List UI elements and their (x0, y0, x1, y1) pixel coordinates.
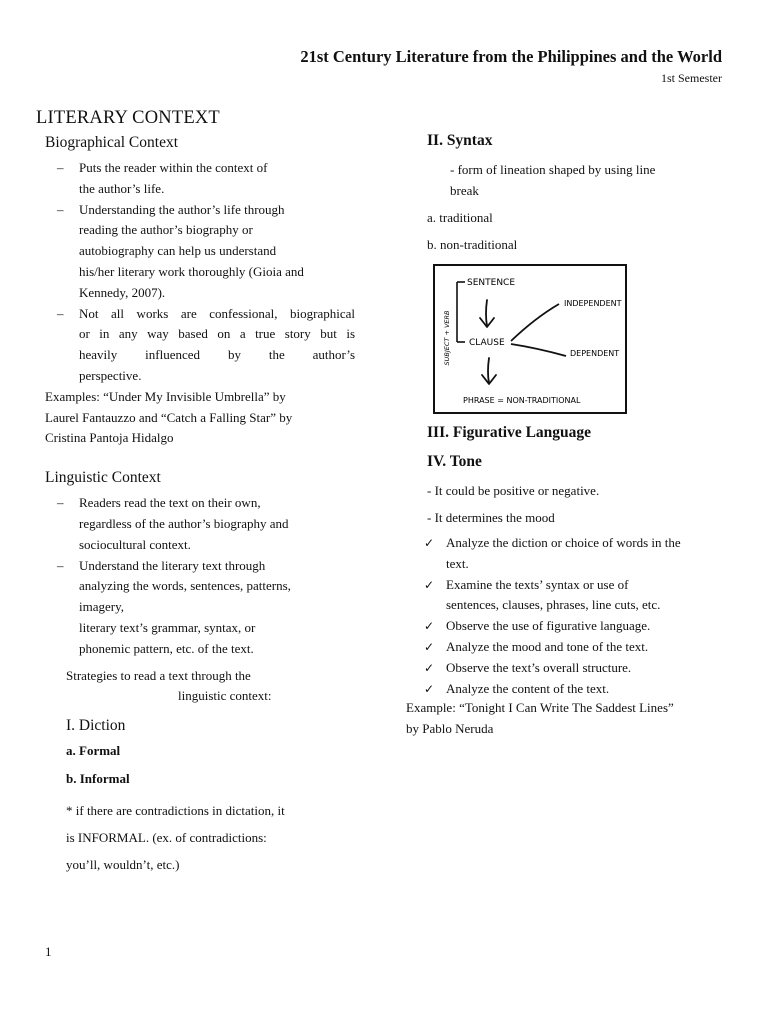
line-to-dependent (511, 344, 566, 356)
syntax-heading: II. Syntax (427, 132, 493, 149)
linguistic-list (45, 493, 355, 659)
diction-heading: I. Diction (66, 717, 126, 735)
checklist-item: ✓ Observe the text’s overall structure. (400, 658, 740, 679)
document-title: 21st Century Literature from the Philippines and the World (300, 47, 722, 66)
dash-bullet: – (57, 495, 64, 511)
figurative-heading: III. Figurative Language (427, 424, 592, 441)
right-column-lower (427, 424, 747, 529)
syntax-definition: - form of lineation shaped by using line break (450, 162, 656, 198)
checklist-item: ✓ Examine the texts’ syntax or use of sentences, clauses, phrases, line cuts, etc. (400, 575, 740, 617)
diction-informal: b. Informal (66, 770, 130, 786)
tone-heading: IV. Tone (427, 453, 482, 470)
arrow-down-icon (480, 300, 494, 327)
checklist-item: ✓ Analyze the diction or choice of words in the text. (400, 533, 740, 575)
biographical-list (45, 158, 355, 387)
page-number: 1 (45, 944, 52, 959)
sentence-label: SENTENCE (467, 278, 516, 288)
diction-formal: a. Formal (66, 743, 121, 759)
syntax-diagram-svg (435, 266, 625, 412)
checkmark-icon: ✓ (424, 536, 435, 550)
dash-bullet: – (57, 557, 64, 573)
checkmark-icon: ✓ (424, 639, 435, 654)
list-item: – Not all works are confessional, biographical or in any way based on a true story but is heavily influenced by the author’s perspective. (45, 304, 355, 387)
tone-checklist (400, 533, 740, 699)
tone-line-1: - It could be positive or negative. (427, 483, 600, 498)
dash-bullet: – (57, 201, 64, 217)
checkmark-icon: ✓ (424, 681, 435, 696)
tone-line-2: - It determines the mood (427, 509, 555, 525)
list-item: – Understanding the author’s life through reading the author’s biography or autobiography can help us understand his/her literary work thoroughly (Gioia and Kennedy, 2007). (45, 200, 355, 304)
checklist-item: ✓ Analyze the content of the text. (400, 679, 740, 700)
dash-bullet: – (57, 305, 64, 321)
clause-label: CLAUSE (469, 338, 505, 348)
arrow-down-icon (482, 358, 496, 384)
independent-label: INDEPENDENT (564, 299, 622, 308)
checkmark-icon: ✓ (424, 577, 435, 592)
dash-bullet: – (57, 160, 64, 175)
syntax-diagram (433, 264, 627, 414)
checkmark-icon: ✓ (424, 619, 435, 634)
dependent-label: DEPENDENT (570, 349, 620, 358)
strategies-text: Strategies to read a text through the linguistic context: (66, 667, 272, 704)
list-item: – Understand the literary text through analyzing the words, sentences, patterns, imagery, literary text’s grammar, syntax, or phonemic pattern, etc. of the text. (45, 556, 355, 660)
list-item: – Puts the reader within the context of the author’s life. (45, 158, 355, 200)
main-heading: LITERARY CONTEXT (36, 108, 220, 128)
subject-verb-label: SUBJECT + VERB (443, 310, 451, 366)
diction-note: * if there are contradictions in dictation, it is INFORMAL. (ex. of contradictions: you’ll, wouldn’t, etc.) (66, 802, 285, 872)
list-item: – Readers read the text on their own, regardless of the author’s biography and sociocultural context. (45, 493, 355, 555)
semester-label: 1st Semester (661, 71, 722, 85)
biographical-examples: Examples: “Under My Invisible Umbrella” by Laurel Fantauzzo and “Catch a Falling Star” by Cristina Pantoja Hidalgo (45, 388, 293, 446)
biographical-heading: Biographical Context (45, 134, 179, 151)
line-to-independent (511, 304, 559, 341)
neruda-example: Example: “Tonight I Can Write The Saddest Lines” by Pablo Neruda (406, 700, 674, 736)
syntax-non-traditional: b. non-traditional (427, 237, 518, 253)
right-column (400, 132, 730, 256)
linguistic-heading: Linguistic Context (45, 469, 161, 487)
syntax-traditional: a. traditional (427, 209, 493, 225)
phrase-label: PHRASE = NON-TRADITIONAL (463, 396, 581, 405)
checklist-item: ✓ Observe the use of figurative language. (400, 616, 740, 637)
checkmark-icon: ✓ (424, 660, 435, 675)
left-column (45, 134, 355, 878)
checklist-item: ✓ Analyze the mood and tone of the text. (400, 637, 740, 658)
